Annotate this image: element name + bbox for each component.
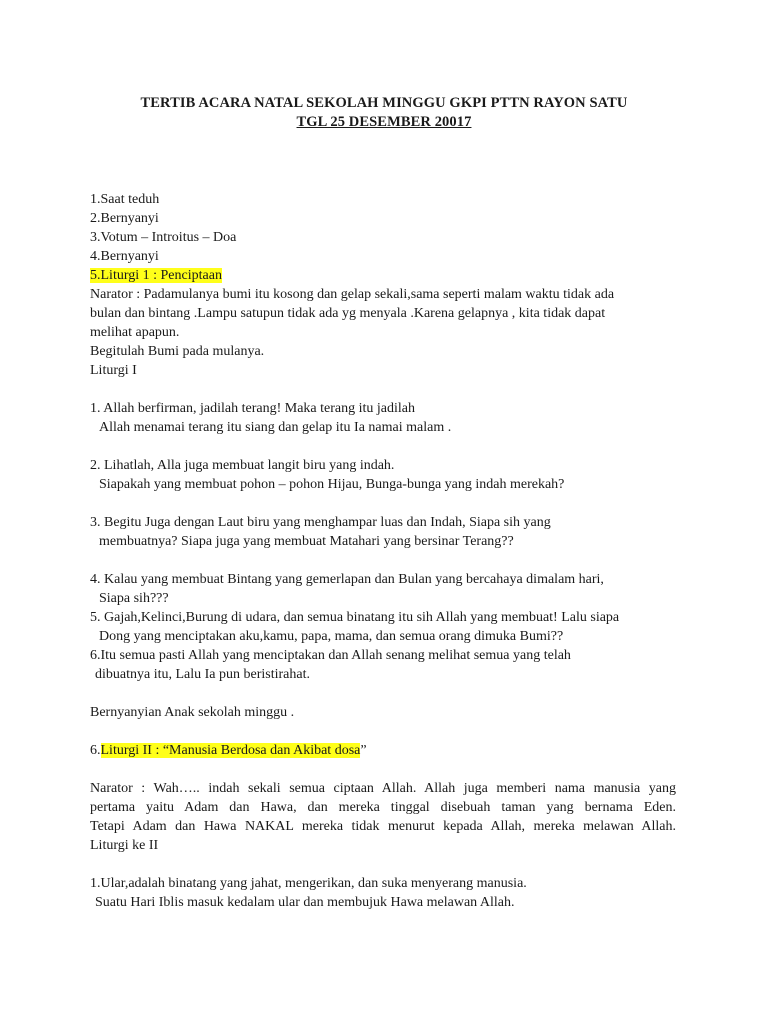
document-title: TERTIB ACARA NATAL SEKOLAH MINGGU GKPI PTTN RAYON SATU [140, 95, 628, 111]
liturgy-line: 1.Ular,adalah binatang yang jahat, mengerikan, dan suka menyerang manusia. [90, 876, 527, 891]
liturgy-line: 2. Lihatlah, Alla juga membuat langit biru yang indah. [90, 458, 395, 473]
liturgy-line: 4. Kalau yang membuat Bintang yang gemerlapan dan Bulan yang bercahaya dimalam hari, [90, 572, 604, 587]
liturgy-line: 3. Begitu Juga dengan Laut biru yang menghampar luas dan Indah, Siapa sih yang [90, 515, 551, 530]
agenda-item-5 [90, 266, 680, 285]
liturgy-line: 5. Gajah,Kelinci,Burung di udara, dan semua binatang itu sih Allah yang membuat! Lalu siapa [90, 610, 620, 625]
narrator-line: bulan dan bintang .Lampu satupun tidak ada yg menyala .Karena gelapnya , kita tidak dapat [90, 306, 606, 321]
liturgy-line: 6.Itu semua pasti Allah yang menciptakan dan Allah senang melihat semua yang telah [90, 648, 571, 663]
liturgy-line: Siapa sih??? [99, 591, 169, 606]
narrator-line: Tetapi Adam dan Hawa NAKAL mereka tidak menurut kepada Allah, mereka melawan Allah. [90, 819, 676, 834]
narrator-line: pertama yaitu Adam dan Hawa, dan mereka tinggal disebuah taman yang bernama Eden. [90, 800, 676, 815]
liturgy-line: Dong yang menciptakan aku,kamu, papa, mama, dan semua orang dimuka Bumi?? [99, 629, 564, 644]
narrator-line: Narator : Padamulanya bumi itu kosong dan gelap sekali,sama seperti malam waktu tidak ada [90, 287, 615, 302]
agenda-item-3: 3.Votum – Introitus – Doa [90, 230, 237, 245]
document-date: TGL 25 DESEMBER 20017 [296, 114, 472, 130]
highlighted-heading: Liturgi II : “Manusia Berdosa dan Akibat dosa [100, 743, 361, 758]
narrator-line: Narator : Wah….. indah sekali semua ciptaan Allah. Allah juga memberi nama manusia yang [90, 781, 676, 796]
liturgy-line: Suatu Hari Iblis masuk kedalam ular dan membujuk Hawa melawan Allah. [95, 895, 515, 910]
song-line: Bernyanyian Anak sekolah minggu . [90, 705, 295, 720]
narrator-line: Begitulah Bumi pada mulanya. [90, 344, 265, 359]
agenda-item-6: 6.Liturgi II : “Manusia Berdosa dan Akibat dosa” [90, 743, 367, 758]
liturgy-line: membuatnya? Siapa juga yang membuat Matahari yang bersinar Terang?? [99, 534, 514, 549]
agenda-item-4: 4.Bernyanyi [90, 249, 159, 264]
agenda-item-2: 2.Bernyanyi [90, 211, 159, 226]
agenda-item-1: 1.Saat teduh [90, 192, 160, 207]
liturgy-line: dibuatnya itu, Lalu Ia pun beristirahat. [95, 667, 310, 682]
highlighted-heading: 5.Liturgi 1 : Penciptaan [90, 268, 222, 283]
liturgy-heading: Liturgi I [90, 363, 137, 378]
liturgy-line: Siapakah yang membuat pohon – pohon Hijau, Bunga-bunga yang indah merekah? [99, 477, 565, 492]
document-body [90, 190, 680, 912]
liturgy-line: Allah menamai terang itu siang dan gelap itu Ia namai malam . [99, 420, 452, 435]
liturgy-line: 1. Allah berfirman, jadilah terang! Maka terang itu jadilah [90, 401, 415, 416]
liturgy-heading: Liturgi ke II [90, 838, 159, 853]
narrator-line: melihat apapun. [90, 325, 180, 340]
